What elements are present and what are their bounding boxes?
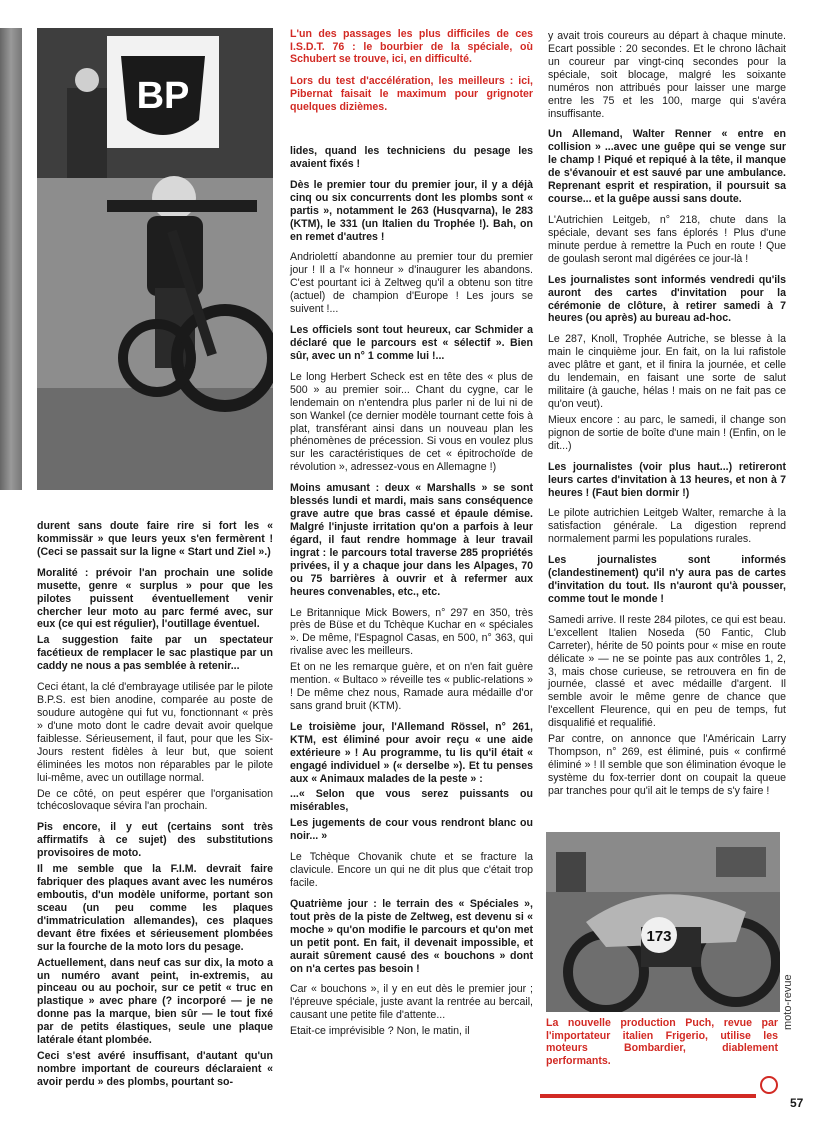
col1-paragraph: Pis encore, il y eut (certains sont très affirmatifs à ce sujet) des substitutions provisoires de moto. — [37, 821, 273, 860]
col2-paragraph: Les jugements de cour vous rendront blanc ou noir... » — [290, 817, 533, 843]
col3-paragraph: Les journalistes sont informés vendredi qu'ils auront des cartes d'invitation pour la cérémonie de clôture, à retirer samedi à 7 heures (ou après) au bureau ad-hoc. — [548, 273, 786, 325]
col2-paragraph: Etait-ce imprévisible ? Non, le matin, il — [290, 1025, 470, 1038]
bottom-caption — [546, 1017, 778, 1077]
col2-paragraph: Les officiels sont tout heureux, car Schmider a déclaré que le parcours est « sélectif ». Bien sûr, avec un n° 1 comme lui !... — [290, 324, 533, 362]
col3-paragraph: Un Allemand, Walter Renner « entre en collision » ...avec une guêpe qui se venge sur le champ ! Piqué et repiqué à la tête, il manque de s'évanouir et est sauvé par une ambulance. Reprenant esprit et respiration, il poursuit sa course... et la guêpe aussi sans doute. — [548, 128, 786, 206]
col3-paragraph: Les journalistes sont informés (clandestinement) qu'il n'y aura pas de cartes d'invitation du tout. Ils n'auront qu'à pousser, comme tout le monde ! — [548, 554, 786, 605]
col2-paragraph: Le long Herbert Scheck est en tête des « plus de 500 » au premier soir... Chant du cygne, car le lendemain on n'entendra plus parler ni de lui ni de son Wankel (ce dernier modèle tournant cette fois à plat, transférant ainsi dans un nouveau plan les phénomènes de précession. Si vous en voulez plus sur les caractéristiques de cet « épitrochoïde de révolution », adressez-vous en Allemagne !) — [290, 370, 533, 474]
puch-bikes-photo — [546, 832, 780, 1012]
bike-number-plate: 173 — [646, 928, 672, 945]
col2-paragraph: Car « bouchons », il y en eut dès le premier jour ; l'épreuve spéciale, juste avant la rentrée au bercail, causant une petite file d'attente... — [290, 983, 533, 1022]
caption-bourbier: L'un des passages les plus difficiles de ces I.S.D.T. 76 : le bourbier de la spéciale, où Schubert se trouve, ici, en difficulté. — [290, 28, 533, 66]
col2-paragraph: Le troisième jour, l'Allemand Rössel, n° 261, KTM, est éliminé pour avoir reçu « une aide extérieure » ! Au programme, tu lis qu'il était « engagé individuel » (« derselbe »). Et tu penses aux « Animaux malades de la peste » : — [290, 720, 533, 785]
column-3 — [548, 30, 786, 806]
rider-photo — [37, 28, 273, 490]
col2-paragraph: lides, quand les techniciens du pesage les avaient fixés ! — [290, 145, 533, 170]
col1-paragraph: durent sans doute faire rire si fort les « kommissär » que leurs yeux s'en fermèrent ! (Ceci se passait sur la ligne « Start und Ziel ».) — [37, 520, 273, 558]
footer-rule — [540, 1094, 756, 1098]
caption-puch: La nouvelle production Puch, revue par l'importateur italien Frigerio, utilise les moteurs Bombardier, diablement performants. — [546, 1017, 778, 1068]
col2-paragraph: Quatrième jour : le terrain des « Spéciales », tout près de la piste de Zeltweg, est devenu si « moche » qu'on modifie le parcours et qu'on met un petit pont. En fait, il devenait impossible, et aurait sûrement causé des « bouchons » dont on n'a certes pas besoin ! — [290, 897, 533, 975]
col2-paragraph: Moins amusant : deux « Marshalls » se sont blessés lundi et mardi, mais sans conséquence grave autre que bras cassé et épaule démise. Malgré l'injuste irritation qu'on a parfois à leur égard, il faut rendre hommage à leur travail ingrat : le parcours total traverse 285 propriétés privées, il y a chaque jour dans les Alpages, 70 ou 75 barrières à ouvrir et à refermer aux heures convenables, etc., etc. — [290, 482, 533, 598]
top-captions — [290, 28, 533, 122]
col2-paragraph: ...« Selon que vous serez puissants ou misérables, — [290, 788, 533, 814]
col2-paragraph: Le Tchèque Chovanik chute et se fracture la clavicule. Encore un qui ne dit plus que c'était trop facile. — [290, 851, 533, 890]
col1-paragraph: Moralité : prévoir l'an prochain une solide musette, genre « surplus » pour que les pilotes puissent éventuellement venir chercher leur moto au parc fermé avec, sur eux (ce qui est régulier), l'outillage éventuel. — [37, 566, 273, 631]
col3-paragraph: Les journalistes (voir plus haut...) retireront leurs cartes d'invitation à 13 heures, et non à 7 heures ! (Faut bien dormir !) — [548, 460, 786, 499]
rider-photo-art — [37, 28, 273, 490]
puch-bikes-art — [546, 832, 780, 1012]
left-edge-strip — [0, 28, 22, 490]
col2-paragraph: Et on ne les remarque guère, et on n'en fait guère mention. « Bultaco » réveille tes « public-relations » ! De même chez nous, Ramade aura médaille d'or sans grand bruit (KTM). — [290, 661, 533, 712]
col3-paragraph: Le 287, Knoll, Trophée Autriche, se blesse à la main le cinquième jour. En fait, on la lui rafistole avec plâtre et gant, et il finira la journée, et celle du lendemain, en faisant une sorte de salut militaire (à gauche, hélas ! mais on ne fait pas ce qu'on veut). — [548, 333, 786, 410]
col1-paragraph: De ce côté, on peut espérer que l'organisation tchécoslovaque sévira l'an prochain. — [37, 787, 273, 813]
bp-logo: BP — [136, 75, 190, 117]
col1-paragraph: Actuellement, dans neuf cas sur dix, la moto a un numéro avant peint, in-extremis, au pinceau ou au pochoir, sur ce petit « truc en plastique » avec phare (? incorporé — je ne donne pas la marque, bien sûr — le tout fixé par de petits élastiques, seule une plaque latérale étant plombée. — [37, 956, 273, 1047]
col2-paragraph: Le Britannique Mick Bowers, n° 297 en 350, très près de Büse et du Tchèque Kuchar en « spéciales ». De même, l'Espagnol Casas, en 500, n° 363, qui rivalise avec les meilleurs. — [290, 606, 533, 658]
col3-paragraph: L'Autrichien Leitgeb, n° 218, chute dans la spéciale, devant ses fans éplorés ! Plus d'une minute perdue à remettre la Puch en route ! Que de goulash seront mal digérées ce jour-là ! — [548, 213, 786, 265]
col1-paragraph: Il me semble que la F.I.M. devrait faire fabriquer des plaques avant avec les numéros emboutis, d'un modèle uniforme, portant son sceau (un peu comme les plaques d'immatriculation allemandes), ces plaques devant être fixées et sérieusement plombées sur la fourche de la moto lors du pesage. — [37, 863, 273, 953]
col1-paragraph: Ceci étant, la clé d'embrayage utilisée par le pilote B.P.S. est bien anodine, comparée au poste de soudure autogène qui fut vu, fonctionnant « près » d'une moto dont le cadre devait avoir quelque faiblesse. Sérieusement, il faut, pour que les Six-Jours restent fidèles à leur but, que soient éliminées les motos non réparables par le pilote lui-même, avec un outillage normal. — [37, 681, 273, 784]
page-number: 57 — [790, 1096, 804, 1110]
column-1 — [37, 520, 273, 1097]
col3-paragraph: Mieux encore : au parc, le samedi, il change son pignon de sortie de boîte d'une main ! (Enfin, on le dit...) — [548, 413, 786, 452]
caption-acceleration: Lors du test d'accélération, les meilleurs : ici, Pibernat faisait le maximum pour grignoter quelques dizièmes. — [290, 75, 533, 113]
col3-paragraph: Par contre, on annonce que l'Américain Larry Thompson, n° 269, est éliminé, puis « confirmé éliminé » ! Il semble que son élimination évoque le système du fox-terrier dont on coupait la queue par tranches pour qu'il ait le temps de s'y faire ! — [548, 733, 786, 797]
column-2 — [290, 145, 533, 1046]
col3-paragraph: y avait trois coureurs au départ à chaque minute. Ecart possible : 20 secondes. Et le chrono lâchait un coureur par vingt-cinq secondes pour la spéciale, soit blocage, malgré les soixante numéros non attribués pour laisser une marge entre les 75 et les 100, marge qui s'avéra insuffisante. — [548, 30, 786, 120]
col2-paragraph: Andriolettí abandonne au premier tour du premier jour ! Il a l'« honneur » d'inaugurer les abandons. C'est pourtant ici à Zeltweg qu'il a obtenu son titre (actuel) de champion d'Europe ! Les jours se suivent !... — [290, 251, 533, 316]
col3-paragraph: Samedi arrive. Il reste 284 pilotes, ce qui est beau. L'excellent Italien Noseda (50 Fantic, Club Carreter), hérite de 50 points pour « mise en route délicate » — ne se pointe pas aux contrôles 1, 2, 3, mais chose curieuse, se retrouvera en fin de journée, classé et avec médaille d'argent. Il semble avoir le même genre de chance que l'excellent Fleurence, qui en peu de temps, fut disqualifié et requalifié. — [548, 613, 786, 730]
col1-paragraph: Ceci s'est avéré insuffisant, d'autant qu'un nombre important de coureurs déclaraient « avoir perdu » des plombs, pourtant so- — [37, 1050, 273, 1088]
col1-paragraph: La suggestion faite par un spectateur facétieux de remplacer le sac plastique par un caddy ne nous a pas semblée à retenir... — [37, 634, 273, 673]
magazine-logo-icon — [760, 1076, 778, 1094]
col3-paragraph: Le pilote autrichien Leitgeb Walter, remarche à la satisfaction générale. La digestion reprend normalement parmi les populations rurales. — [548, 507, 786, 546]
col2-paragraph: Dès le premier tour du premier jour, il y a déjà cinq ou six concurrents dont les plombs sont « partis », notamment le 263 (Husqvarna), le 283 (KTM), le 331 (un Italien du Trophée !). Bah, on en remet d'autres ! — [290, 178, 533, 243]
magazine-name: moto-revue — [782, 974, 794, 1030]
